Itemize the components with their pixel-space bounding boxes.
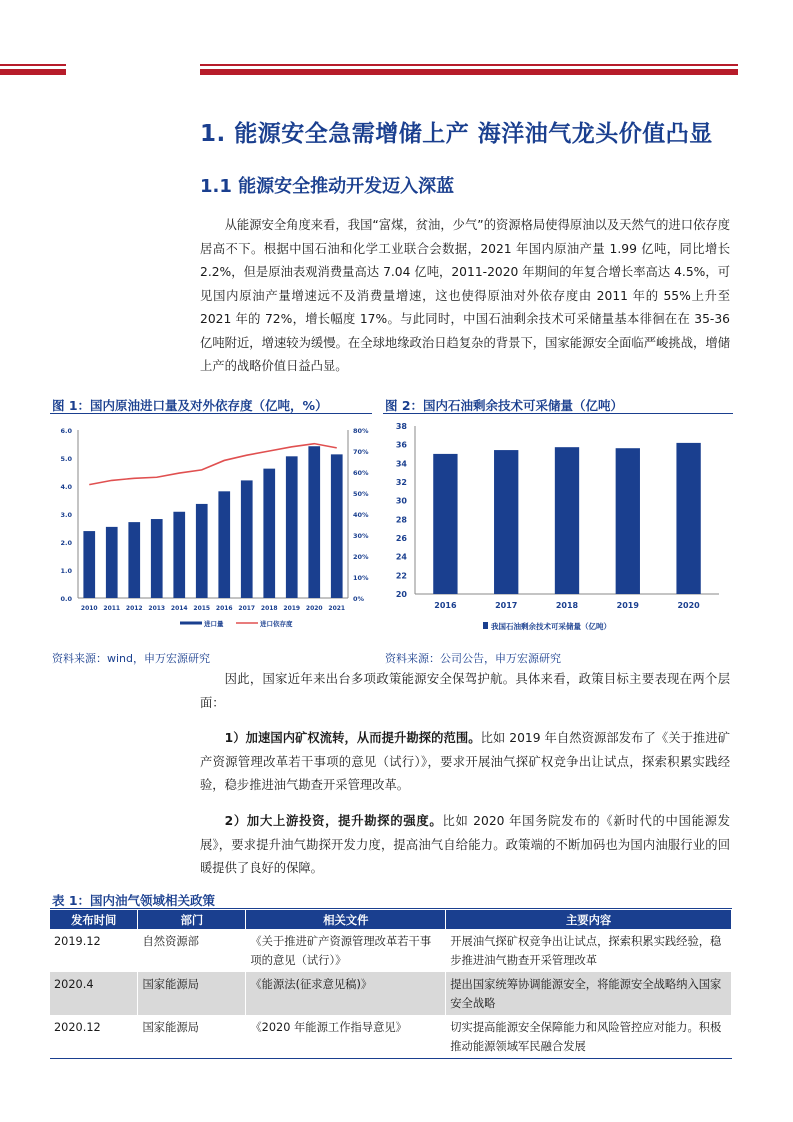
import-volume-bar — [286, 456, 298, 598]
table-header-row — [50, 910, 732, 929]
x-tick-label: 2011 — [103, 605, 121, 612]
y-left-tick-label: 5.0 — [60, 455, 72, 463]
table-cell-dept: 国家能源局 — [138, 1015, 246, 1059]
reserves-bar — [494, 450, 518, 594]
dependency-line — [89, 444, 337, 485]
y-tick-label: 38 — [395, 422, 407, 431]
table-cell-doc: 《2020 年能源工作指导意见》 — [246, 1015, 446, 1059]
y-right-tick-label: 40% — [353, 511, 369, 519]
import-volume-bar — [308, 446, 320, 598]
import-volume-bar — [263, 469, 275, 598]
paragraph-energy-security: 从能源安全角度来看，我国“富煤，贫油，少气”的资源格局使得原油以及天然气的进口依存度居高不下。根据中国石油和化学工业联合会数据，2021 年国内原油产量 1.99 亿吨，同比增长 2.2%，但是原油表观消费量高达 7.04 亿吨，2011-2020 年期间的年复合增长率高达 4.5%，可见国内原油产量增速远不及消费量增速，这也使得原油对外依存度由 2011 年的 55%上升至 2021 年的 72%，增长幅度 17%。与此同时，中国石油剩余技术可采储量基本徘徊在在 35-36 亿吨附近，增速较为缓慢。在全球地缘政治日趋复杂的背景下，国家能源安全面临严峻挑战，增储上产的战略价值日益凸显。 — [200, 218, 730, 373]
import-volume-bar — [128, 522, 140, 598]
y-right-tick-label: 70% — [353, 448, 369, 456]
x-tick-label: 2010 — [80, 605, 98, 612]
table-row — [50, 1015, 732, 1059]
x-tick-label: 2016 — [215, 605, 233, 612]
x-tick-label: 2012 — [125, 605, 143, 612]
figure2-rule — [383, 413, 733, 414]
import-volume-bar — [218, 491, 230, 598]
policy-1-body: 比如 2019 年自然资源部发布了《关于推进矿产资源管理改革若干事项的意见（试行）》，要求开展油气探矿权竞争出让试点，探索积累实践经验，稳步推进油气勘查开采管理改革。 — [200, 731, 730, 792]
figure2-title: 图 2：国内石油剩余技术可采储量（亿吨） — [385, 398, 624, 413]
paragraph-policy-intro: 因此，国家近年来出台多项政策能源安全保驾护航。具体来看，政策目标主要表现在两个层面： — [200, 672, 730, 710]
y-right-tick-label: 0% — [353, 595, 365, 603]
y-left-tick-label: 0.0 — [60, 595, 72, 603]
x-tick-label: 2020 — [677, 601, 700, 610]
y-left-tick-label: 2.0 — [60, 539, 72, 547]
x-tick-label: 2014 — [170, 605, 188, 612]
y-tick-label: 20 — [395, 590, 407, 599]
import-volume-bar — [196, 504, 208, 598]
table-cell-dept: 自然资源部 — [138, 929, 246, 972]
table-cell-date: 2020.4 — [50, 972, 138, 1015]
import-volume-bar — [106, 527, 118, 598]
legend-bar-label: 我国石油剩余技术可采储量（亿吨） — [491, 622, 611, 631]
reserves-bar — [676, 443, 700, 594]
y-tick-label: 30 — [395, 496, 407, 506]
table-cell-doc: 《能源法(征求意见稿)》 — [246, 972, 446, 1015]
y-left-tick-label: 3.0 — [60, 511, 72, 519]
table-header-content: 主要内容 — [446, 910, 732, 929]
table-cell-date: 2019.12 — [50, 929, 138, 972]
table-cell-content: 开展油气探矿权竞争出让试点，探索积累实践经验，稳步推进油气勘查开采管理改革 — [446, 929, 732, 972]
y-right-tick-label: 30% — [353, 532, 369, 540]
y-tick-label: 32 — [395, 478, 407, 487]
policy-2-lead: 2）加大上游投资，提升勘探的强度。 — [224, 814, 443, 828]
y-right-tick-label: 20% — [353, 553, 369, 561]
policy-1-lead: 1）加速国内矿权流转，从而提升勘探的范围。 — [224, 731, 481, 745]
header-rule-right — [200, 64, 738, 75]
subsection-heading: 1.1 能源安全推动开发迈入深蓝 — [200, 176, 455, 197]
x-tick-label: 2021 — [328, 605, 346, 612]
import-volume-bar — [331, 454, 343, 598]
figure1-source: 资料来源：wind，申万宏源研究 — [52, 652, 211, 665]
x-tick-label: 2018 — [555, 601, 579, 610]
x-tick-label: 2018 — [260, 605, 278, 612]
y-tick-label: 34 — [395, 459, 407, 469]
table-cell-content: 提出国家统筹协调能源安全，将能源安全战略纳入国家安全战略 — [446, 972, 732, 1015]
table-cell-dept: 国家能源局 — [138, 972, 246, 1015]
y-right-tick-label: 50% — [353, 490, 369, 498]
legend-bar-label: 进口量 — [204, 620, 224, 628]
import-volume-bar — [83, 531, 95, 598]
legend-line-label: 进口依存度 — [260, 620, 293, 628]
y-left-tick-label: 1.0 — [60, 567, 72, 575]
table-header-doc: 相关文件 — [246, 910, 446, 929]
paragraph-policy-1 — [200, 727, 730, 798]
figure2-chart — [383, 418, 733, 638]
reserves-bar — [433, 454, 457, 594]
table-row — [50, 972, 732, 1015]
import-volume-bar — [241, 480, 253, 598]
table-header-dept: 部门 — [138, 910, 246, 929]
x-tick-label: 2019 — [283, 605, 301, 612]
figure2-source: 资料来源：公司公告，申万宏源研究 — [385, 652, 561, 665]
figure1-chart — [50, 418, 385, 633]
table-rule — [50, 908, 732, 909]
legend-bar-swatch — [483, 622, 488, 629]
header-rule-left — [0, 64, 66, 75]
x-tick-label: 2020 — [305, 605, 323, 612]
figure1-rule — [50, 413, 372, 414]
reserves-bar — [555, 447, 579, 594]
table-cell-doc: 《关于推进矿产资源管理改革若干事项的意见（试行）》 — [246, 929, 446, 972]
y-tick-label: 36 — [395, 440, 407, 450]
x-tick-label: 2017 — [238, 605, 256, 612]
policy-2-body: 比如 2020 年国务院发布的《新时代的中国能源发展》，要求提升油气勘探开发力度，提高油气自给能力。政策端的不断加码也为国内油服行业的回暖提供了良好的保障。 — [200, 814, 730, 875]
y-tick-label: 24 — [395, 552, 407, 562]
y-tick-label: 26 — [395, 534, 407, 543]
figure1-title: 图 1：国内原油进口量及对外依存度（亿吨，%） — [52, 398, 328, 413]
table-cell-date: 2020.12 — [50, 1015, 138, 1059]
import-volume-bar — [151, 519, 163, 598]
x-tick-label: 2019 — [616, 601, 639, 610]
reserves-bar — [616, 448, 640, 594]
y-right-tick-label: 60% — [353, 469, 369, 477]
policy-table — [50, 910, 732, 1059]
x-tick-label: 2017 — [495, 601, 518, 610]
import-volume-bar — [173, 512, 185, 598]
section-heading: 1. 能源安全急需增储上产 海洋油气龙头价值凸显 — [200, 121, 713, 147]
x-tick-label: 2013 — [148, 605, 166, 612]
x-tick-label: 2015 — [193, 605, 211, 612]
y-tick-label: 22 — [395, 571, 407, 581]
paragraph-policy-2 — [200, 810, 730, 881]
x-tick-label: 2016 — [434, 601, 457, 610]
table-title: 表 1：国内油气领域相关政策 — [52, 893, 216, 908]
table-header-date: 发布时间 — [50, 910, 138, 929]
y-left-tick-label: 6.0 — [60, 427, 72, 435]
table-row — [50, 929, 732, 972]
y-tick-label: 28 — [395, 515, 407, 525]
table-cell-content: 切实提高能源安全保障能力和风险管控应对能力。积极推动能源领域军民融合发展 — [446, 1015, 732, 1059]
y-right-tick-label: 10% — [353, 574, 369, 582]
y-left-tick-label: 4.0 — [60, 483, 72, 491]
y-right-tick-label: 80% — [353, 427, 369, 435]
